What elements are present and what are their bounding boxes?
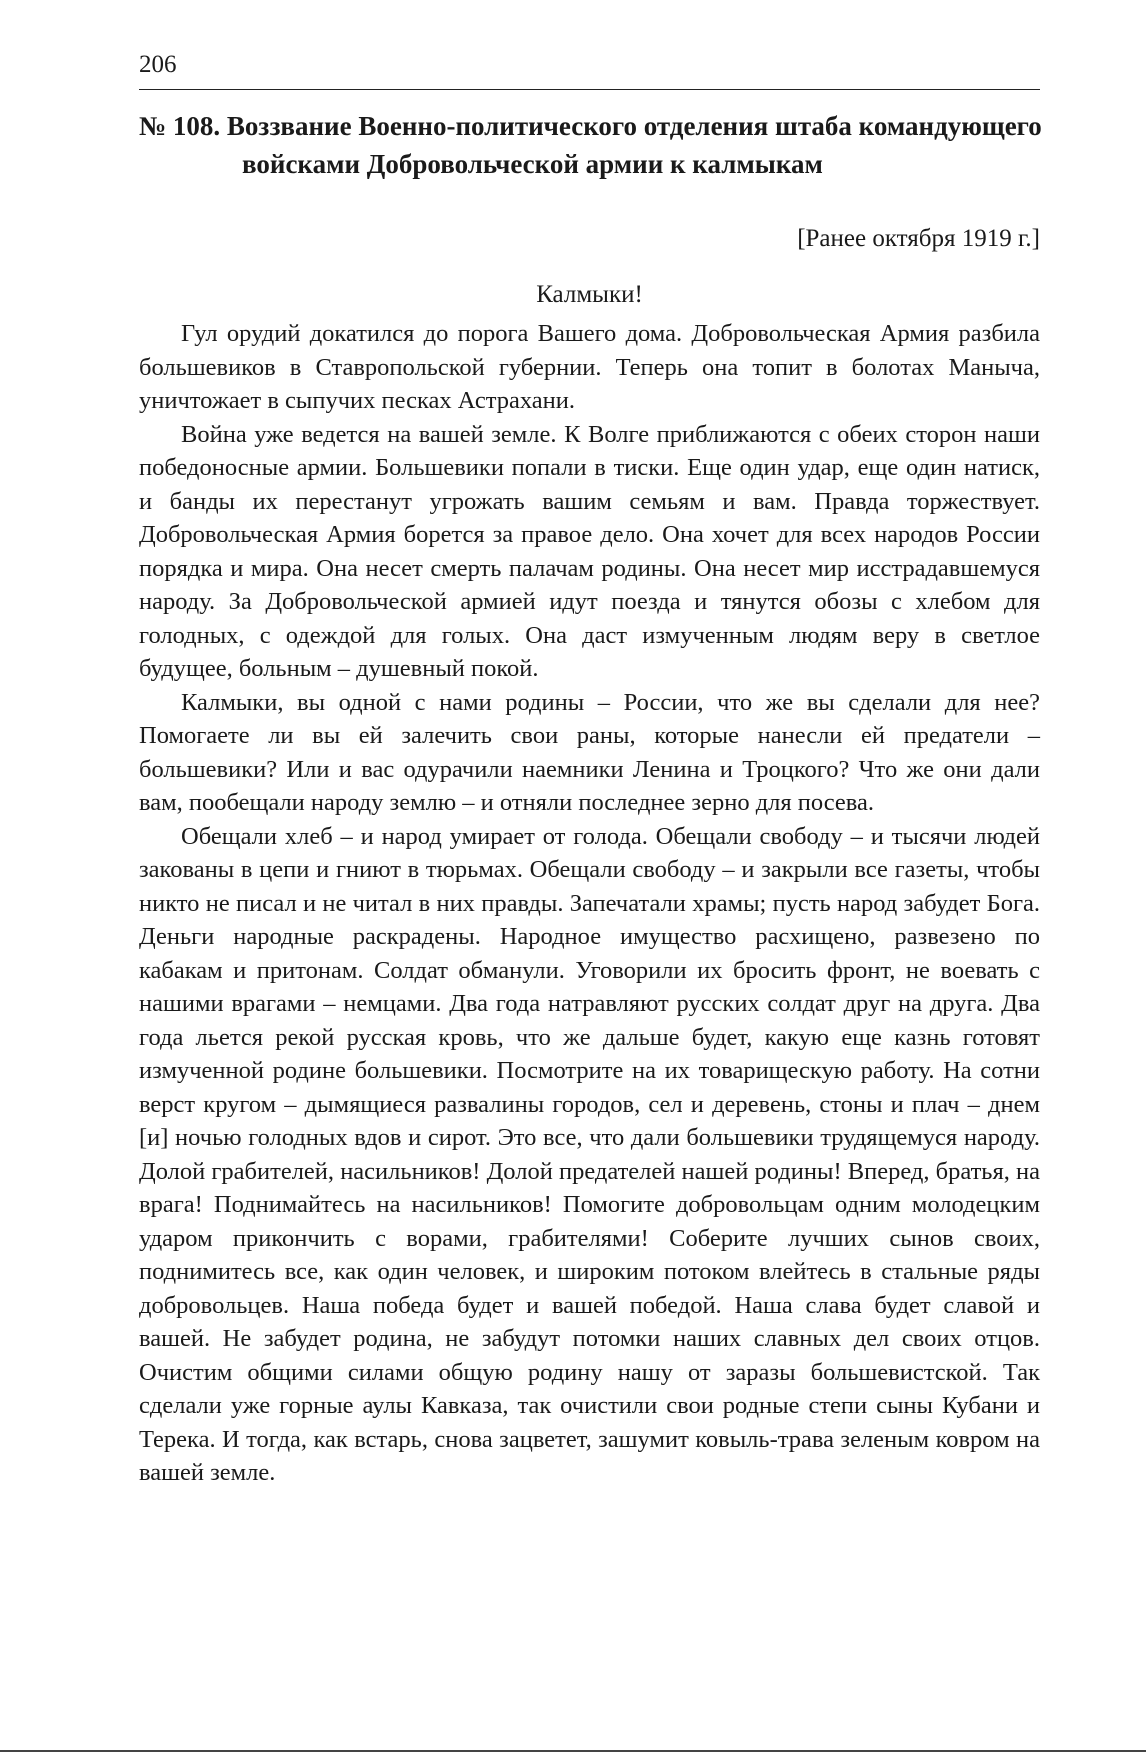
document-body	[139, 317, 1040, 1490]
paragraph: Обещали хлеб – и народ умирает от голода. Обещали свободу – и тысячи людей закованы в цепи и гниют в тюрьмах. Обещали свободу – и закрыли все газеты, чтобы никто не писал и не читал в них правды. Запечатали храмы; пусть народ забудет Бога. Деньги народные раскрадены. Народное имущество расхищено, развезено по кабакам и притонам. Солдат обманули. Уговорили их бросить фронт, не воевать с нашими врагами – немцами. Два года натравляют русских солдат друг на друга. Два года льется рекой русская кровь, что же дальше будет, какую еще казнь готовят измученной родине большевики. Посмотрите на их товарищескую работу. На сотни верст кругом – дымящиеся развалины городов, сел и деревень, стоны и плач – днем [и] ночью голодных вдов и сирот. Это все, что дали большевики трудящемуся народу. Долой грабителей, насильников! Долой предателей нашей родины! Вперед, братья, на врага! Поднимайтесь на насильников! Помогите добровольцам одним молодецким ударом прикончить с ворами, грабителями! Соберите лучших сынов своих, поднимитесь все, как один человек, и широким потоком влейтесь в стальные ряды добровольцев. Наша победа будет и вашей победой. Наша слава будет славой и вашей. Не забудет родина, не забудут потомки наших славных дел своих отцов. Очистим общими силами общую родину нашу от заразы большевистской. Так сделали уже горные аулы Кавказа, так очистили свои родные степи сыны Кубани и Терека. И тогда, как встарь, снова зацветет, зашумит ковыль-трава зеленым ковром на вашей земле.	[139, 822, 1040, 1486]
salutation: Калмыки!	[536, 281, 643, 308]
document-date: [Ранее октября 1919 г.]	[797, 225, 1040, 252]
header-divider	[139, 89, 1040, 90]
document-title: № 108. Воззвание Военно-политического отделения штаба командующего войсками Добровольческой армии к калмыкам	[139, 111, 1042, 179]
scan-edge-line	[0, 1750, 1146, 1752]
paragraph: Война уже ведется на вашей земле. К Волге приближаются с обеих сторон наши победоносные армии. Большевики попали в тиски. Еще один удар, еще один натиск, и банды их перестанут угрожать вашим семьям и вам. Правда торжествует. Добровольческая Армия борется за правое дело. Она хочет для всех народов России порядка и мира. Она несет смерть палачам родины. Она несет мир исстрадавшемуся народу. За Добровольческой армией идут поезда и тянутся обозы с хлебом для голодных, с одеждой для голых. Она даст измученным людям веру в светлое будущее, больным – душевный покой.	[139, 420, 1040, 682]
paragraph: Гул орудий докатился до порога Вашего дома. Добровольческая Армия разбила большевиков в Ставропольской губернии. Теперь она топит в болотах Маныча, уничтожает в сыпучих песках Астрахани.	[139, 320, 1040, 414]
paragraph: Калмыки, вы одной с нами родины – России, что же вы сделали для нее? Помогаете ли вы ей залечить свои раны, которые нанесли ей предатели – большевики? Или и вас одурачили наемники Ленина и Троцкого? Что же они дали вам, пообещали народу землю – и отняли последнее зерно для посева.	[139, 688, 1040, 816]
page-number: 206	[139, 51, 177, 78]
